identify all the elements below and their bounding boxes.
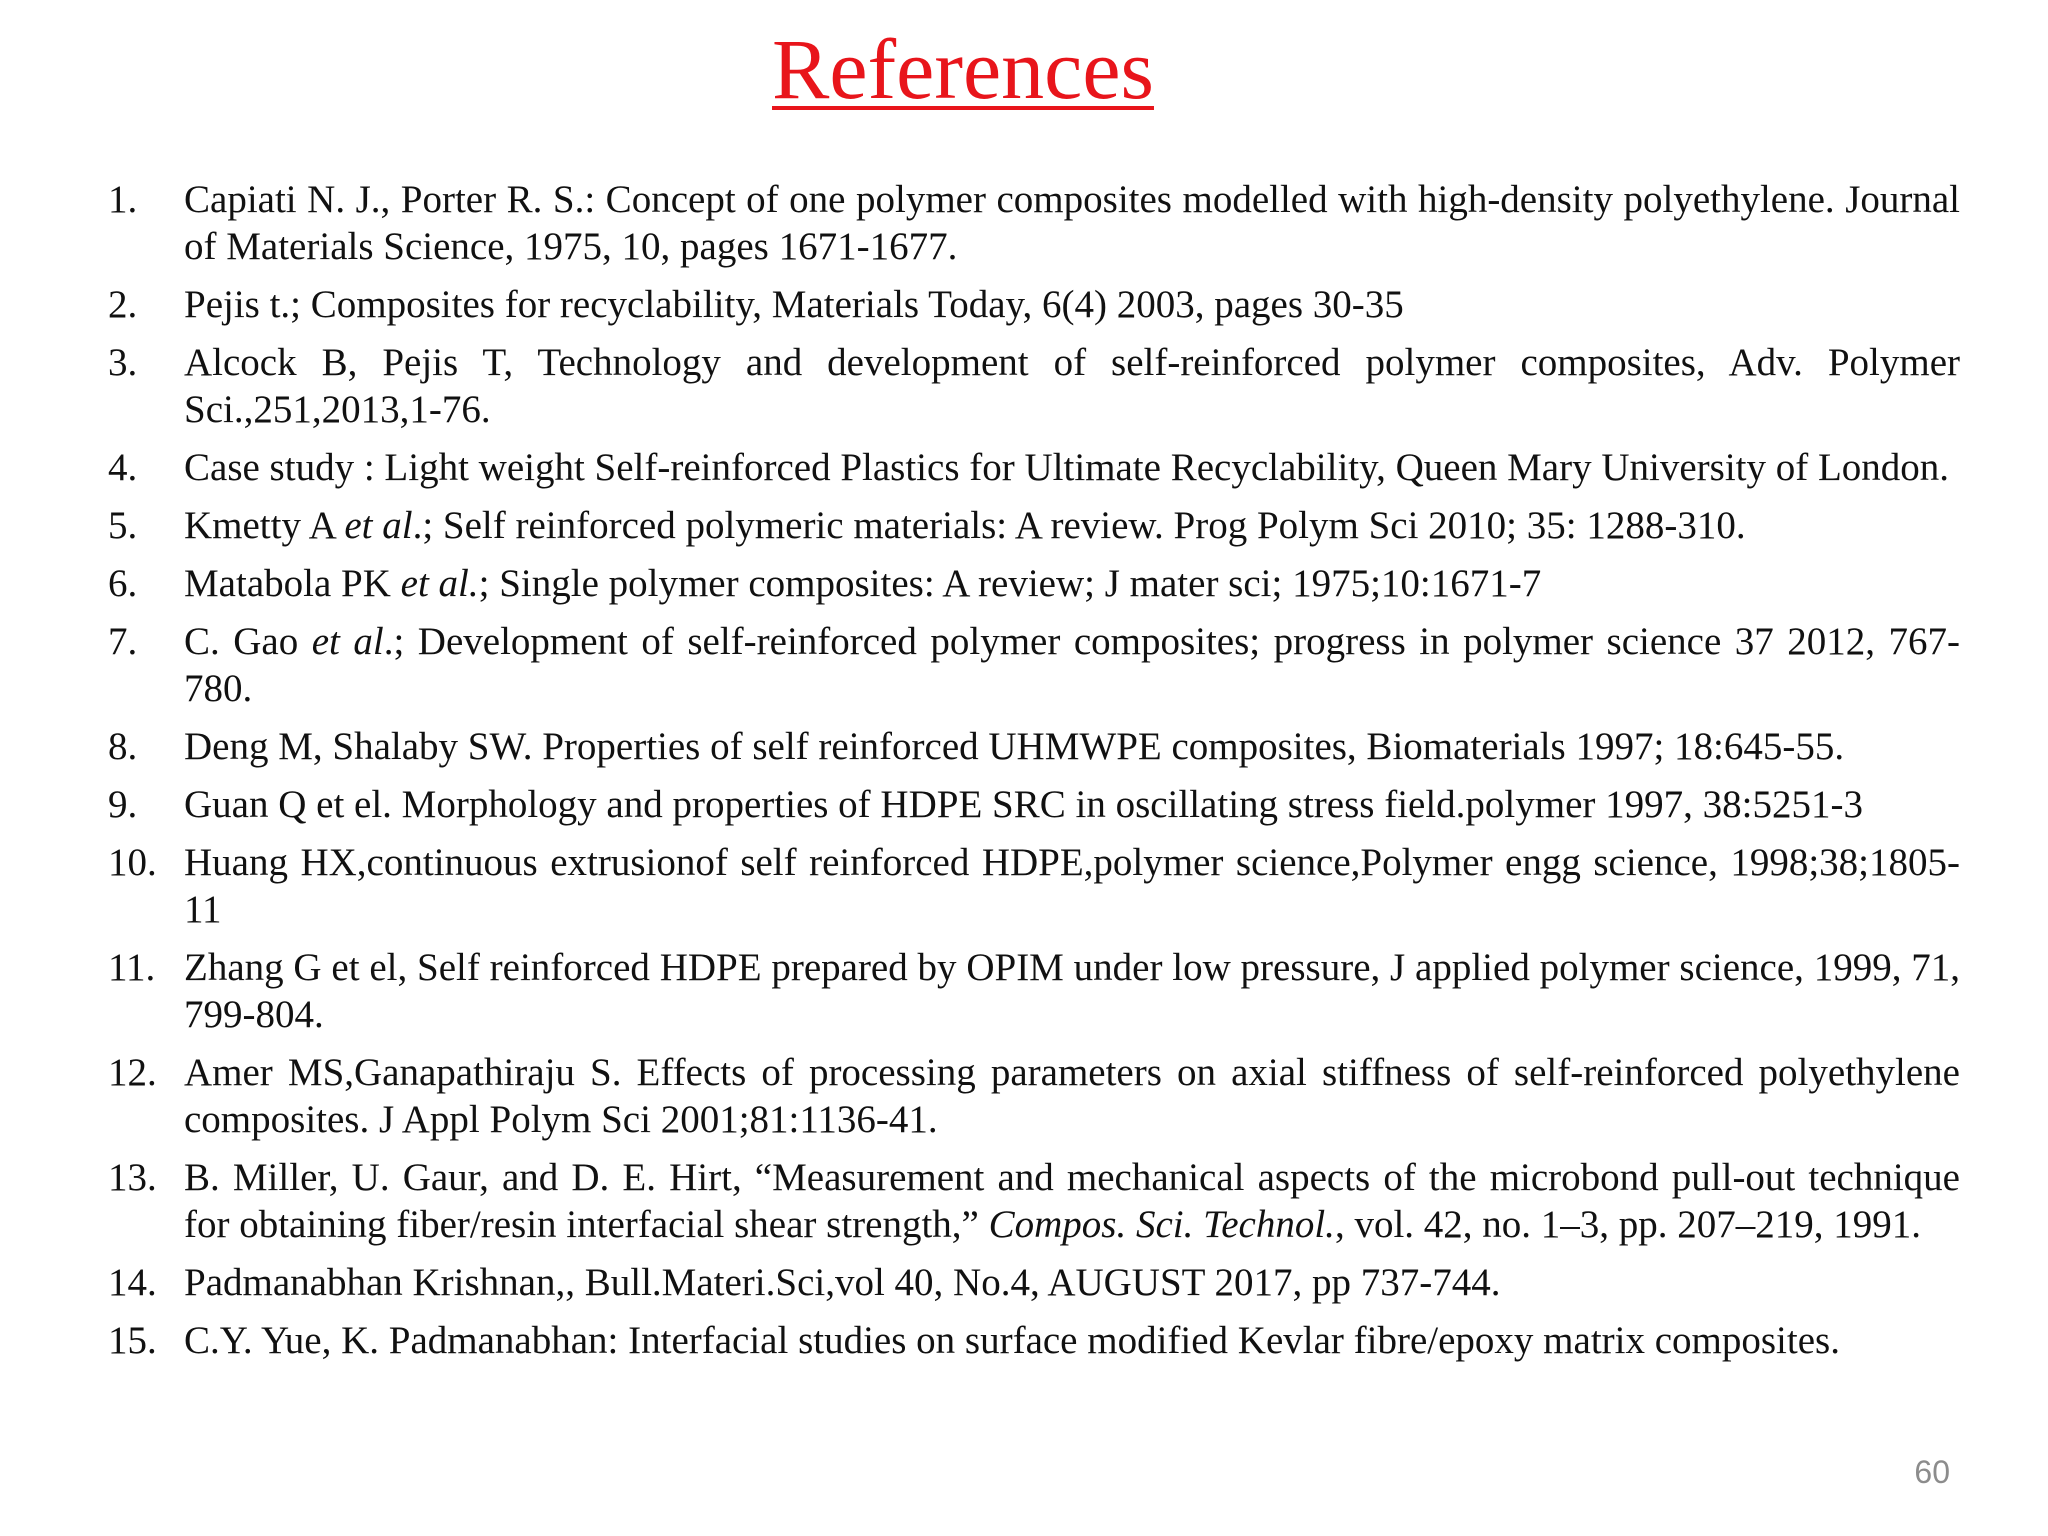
reference-text (184, 1259, 1960, 1306)
reference-item (108, 339, 1960, 433)
reference-number: 3. (108, 341, 138, 384)
reference-number: 15. (108, 1319, 157, 1362)
reference-part: Matabola PK (184, 562, 401, 605)
page-title: References (772, 21, 1154, 117)
reference-text (184, 839, 1960, 933)
reference-item (108, 781, 1960, 828)
reference-item (108, 502, 1960, 549)
reference-part: Amer MS,Ganapathiraju S. Effects of processing parameters on axial stiffness of self-reinforced polyethylene composites. J Appl Polym Sci 2001;81:1136-41. (184, 1051, 1960, 1141)
reference-text (184, 618, 1960, 712)
reference-number: 13. (108, 1156, 157, 1199)
reference-part: Kmetty A (184, 504, 345, 547)
reference-part: Huang HX,continuous extrusionof self reinforced HDPE,polymer science,Polymer engg science, 1998;38;1805-11 (184, 841, 1960, 931)
reference-part: Padmanabhan Krishnan,, Bull.Materi.Sci,vol 40, No.4, AUGUST 2017, pp 737-744. (184, 1261, 1501, 1304)
reference-part: Alcock B, Pejis T, Technology and development of self-reinforced polymer composites, Adv. Polymer Sci.,251,2013,1-76. (184, 341, 1960, 431)
reference-item (108, 839, 1960, 933)
reference-item (108, 1154, 1960, 1248)
reference-item (108, 444, 1960, 491)
reference-part: Capiati N. J., Porter R. S.: Concept of one polymer composites modelled with high-density polyethylene. Journal of Materials Science, 1975, 10, pages 1671-1677. (184, 178, 1960, 268)
reference-item (108, 1317, 1960, 1364)
reference-number: 4. (108, 446, 138, 489)
reference-text (184, 944, 1960, 1038)
reference-part: .; Self reinforced polymeric materials: A review. Prog Polym Sci 2010; 35: 1288-310. (412, 504, 1746, 547)
reference-item (108, 560, 1960, 607)
reference-part: Case study : Light weight Self-reinforced Plastics for Ultimate Recyclability, Queen Mary University of London. (184, 446, 1950, 489)
reference-number: 1. (108, 178, 138, 221)
reference-number: 14. (108, 1261, 157, 1304)
reference-number: 2. (108, 283, 138, 326)
reference-part: C. Gao (184, 620, 312, 663)
reference-number: 11. (108, 946, 156, 989)
reference-text (184, 560, 1960, 607)
reference-italic-part: et al (344, 504, 413, 547)
reference-part: Deng M, Shalaby SW. Properties of self reinforced UHMWPE composites, Biomaterials 1997; 18:645-55. (184, 725, 1845, 768)
reference-item (108, 944, 1960, 1038)
reference-list (108, 176, 1960, 1375)
reference-part: ; Single polymer composites: A review; J mater sci; 1975;10:1671-7 (478, 562, 1542, 605)
reference-number: 7. (108, 620, 138, 663)
reference-item (108, 618, 1960, 712)
reference-part: C.Y. Yue, K. Padmanabhan: Interfacial studies on surface modified Kevlar fibre/epoxy matrix composites. (184, 1319, 1840, 1362)
reference-item (108, 1259, 1960, 1306)
reference-item (108, 1049, 1960, 1143)
reference-text (184, 781, 1960, 828)
reference-item (108, 176, 1960, 270)
reference-text (184, 176, 1960, 270)
reference-part: Zhang G et el, Self reinforced HDPE prepared by OPIM under low pressure, J applied polymer science, 1999, 71, 799-804. (184, 946, 1960, 1036)
reference-italic-part: et al (311, 620, 384, 663)
reference-part: B. Miller, U. Gaur, and D. E. Hirt, “Measurement and mechanical aspects of the microbond pull-out technique for obtaining fiber/resin interfacial shear strength,” (184, 1156, 1960, 1246)
reference-number: 8. (108, 725, 138, 768)
reference-text (184, 339, 1960, 433)
reference-text (184, 502, 1960, 549)
reference-part: , vol. 42, no. 1–3, pp. 207–219, 1991. (1334, 1203, 1922, 1246)
reference-number: 9. (108, 783, 138, 826)
reference-italic-part: et al. (400, 562, 479, 605)
reference-text (184, 1317, 1960, 1364)
reference-number: 6. (108, 562, 138, 605)
reference-number: 12. (108, 1051, 157, 1094)
page-number: 60 (1914, 1454, 1950, 1490)
reference-italic-part: Compos. Sci. Technol. (988, 1203, 1335, 1246)
reference-text (184, 281, 1960, 328)
reference-text (184, 723, 1960, 770)
reference-text (184, 444, 1960, 491)
reference-number: 10. (108, 841, 157, 884)
reference-item (108, 281, 1960, 328)
reference-text (184, 1154, 1960, 1248)
reference-part: Pejis t.; Composites for recyclability, Materials Today, 6(4) 2003, pages 30-35 (184, 283, 1404, 326)
reference-part: .; Development of self-reinforced polymer composites; progress in polymer science 37 2012, 767-780. (184, 620, 1960, 710)
reference-part: Guan Q et el. Morphology and properties of HDPE SRC in oscillating stress field.polymer 1997, 38:5251-3 (184, 783, 1863, 826)
reference-item (108, 723, 1960, 770)
reference-number: 5. (108, 504, 138, 547)
reference-text (184, 1049, 1960, 1143)
